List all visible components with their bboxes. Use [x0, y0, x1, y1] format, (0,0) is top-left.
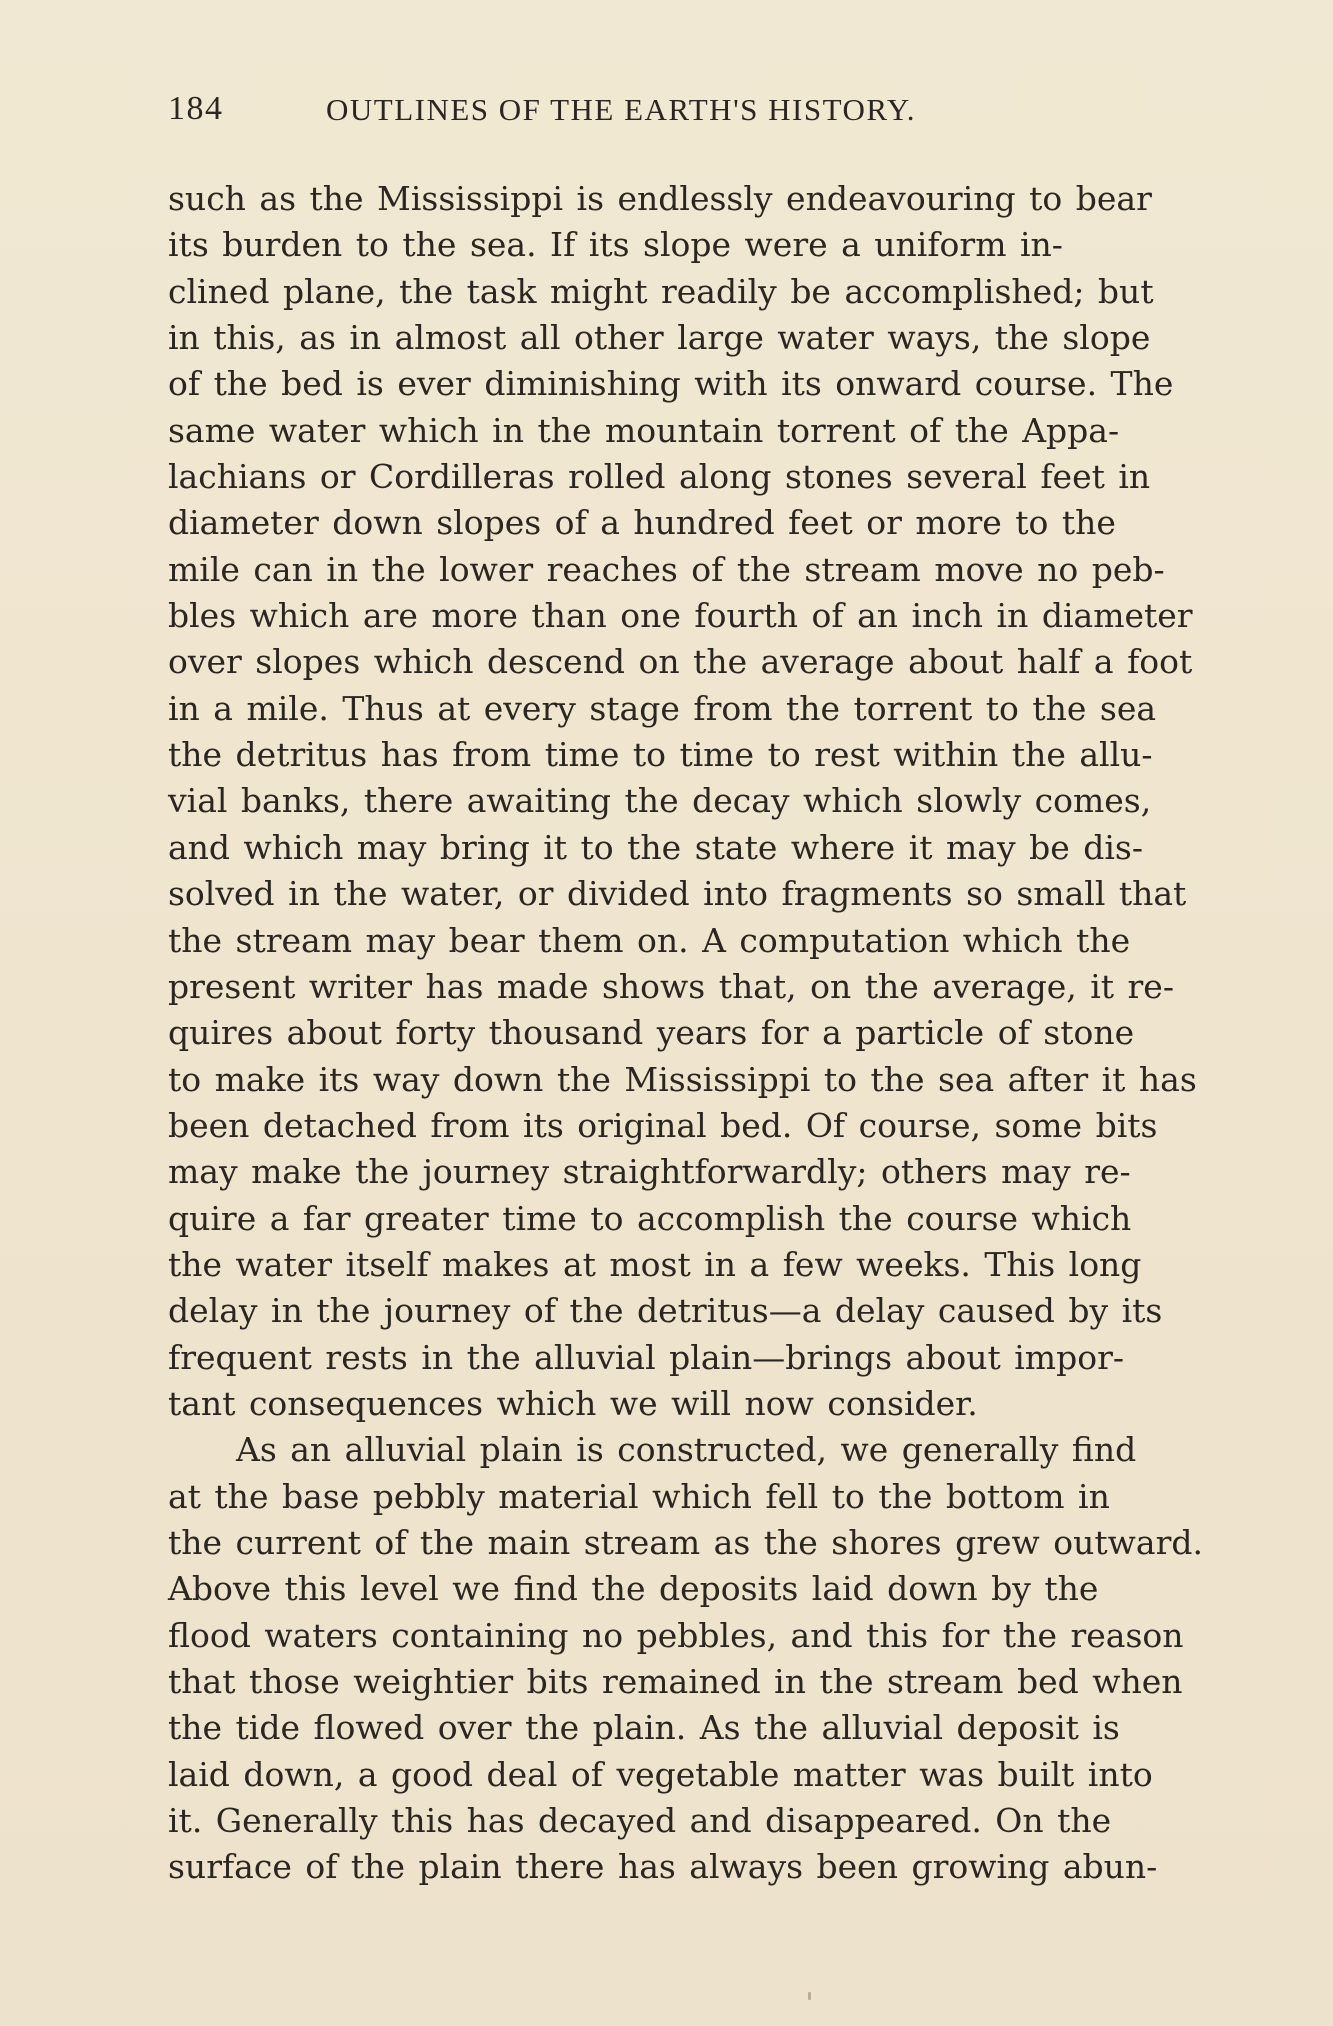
body-text [168, 176, 1228, 1891]
text-line: solved in the water, or divided into fragments so small that [168, 874, 1187, 914]
running-title: OUTLINES OF THE EARTH'S HISTORY. [326, 92, 916, 127]
text-line: to make its way down the Mississippi to the sea after it has [168, 1059, 1197, 1099]
text-line: same water which in the mountain torrent of the Appa- [168, 410, 1120, 450]
text-line: bles which are more than one fourth of an inch in diameter [168, 596, 1193, 636]
text-line: flood waters containing no pebbles, and this for the reason [168, 1615, 1184, 1655]
text-line: such as the Mississippi is endlessly endeavouring to bear [168, 179, 1152, 218]
running-head [168, 90, 1168, 140]
paper-speck [808, 1992, 811, 2000]
text-line: delay in the journey of the detritus—a delay caused by its [168, 1291, 1163, 1331]
text-line: at the base pebbly material which fell to the bottom in [168, 1476, 1110, 1516]
paragraph-start-line: As an alluvial plain is constructed, we generally find [236, 1430, 1137, 1470]
text-line: that those weightier bits remained in the stream bed when [168, 1662, 1183, 1701]
text-line: quires about forty thousand years for a particle of stone [168, 1013, 1135, 1053]
text-line: the detritus has from time to time to rest within the allu- [168, 735, 1153, 775]
text-line: of the bed is ever diminishing with its onward course. The [168, 364, 1174, 404]
text-line: quire a far greater time to accomplish the course which [168, 1198, 1132, 1238]
text-line: may make the journey straightforwardly; others may re- [168, 1152, 1131, 1192]
text-line: the water itself makes at most in a few weeks. This long [168, 1244, 1142, 1284]
text-line: present writer has made shows that, on the average, it re- [168, 966, 1174, 1006]
text-line: its burden to the sea. If its slope were a uniform in- [168, 225, 1063, 265]
text-line: vial banks, there awaiting the decay which slowly comes, [168, 781, 1152, 821]
text-line: mile can in the lower reaches of the stream move no peb- [168, 549, 1165, 589]
text-line: lachians or Cordilleras rolled along stones several feet in [168, 457, 1151, 497]
text-line: the current of the main stream as the shores grew outward. [168, 1522, 1203, 1562]
text-line: been detached from its original bed. Of course, some bits [168, 1105, 1158, 1145]
text-line: in a mile. Thus at every stage from the torrent to the sea [168, 688, 1157, 728]
text-line: it. Generally this has decayed and disappeared. On the [168, 1801, 1112, 1841]
text-line: Above this level we find the deposits laid down by the [168, 1569, 1099, 1609]
text-line: the tide flowed over the plain. As the alluvial deposit is [168, 1708, 1120, 1748]
text-line: surface of the plain there has always been growing abun- [168, 1847, 1158, 1887]
text-line: laid down, a good deal of vegetable matter was built into [168, 1754, 1153, 1794]
text-line: in this, as in almost all other large water ways, the slope [168, 318, 1151, 358]
text-line: and which may bring it to the state where it may be dis- [168, 827, 1143, 867]
text-line: frequent rests in the alluvial plain—brings about impor- [168, 1337, 1124, 1377]
text-line: tant consequences which we will now consider. [168, 1383, 978, 1423]
text-line: the stream may bear them on. A computation which the [168, 920, 1131, 960]
page-number: 184 [168, 90, 224, 127]
text-line: over slopes which descend on the average about half a foot [168, 642, 1193, 682]
text-line: clined plane, the task might readily be accomplished; but [168, 271, 1154, 311]
text-line: diameter down slopes of a hundred feet or more to the [168, 503, 1116, 543]
